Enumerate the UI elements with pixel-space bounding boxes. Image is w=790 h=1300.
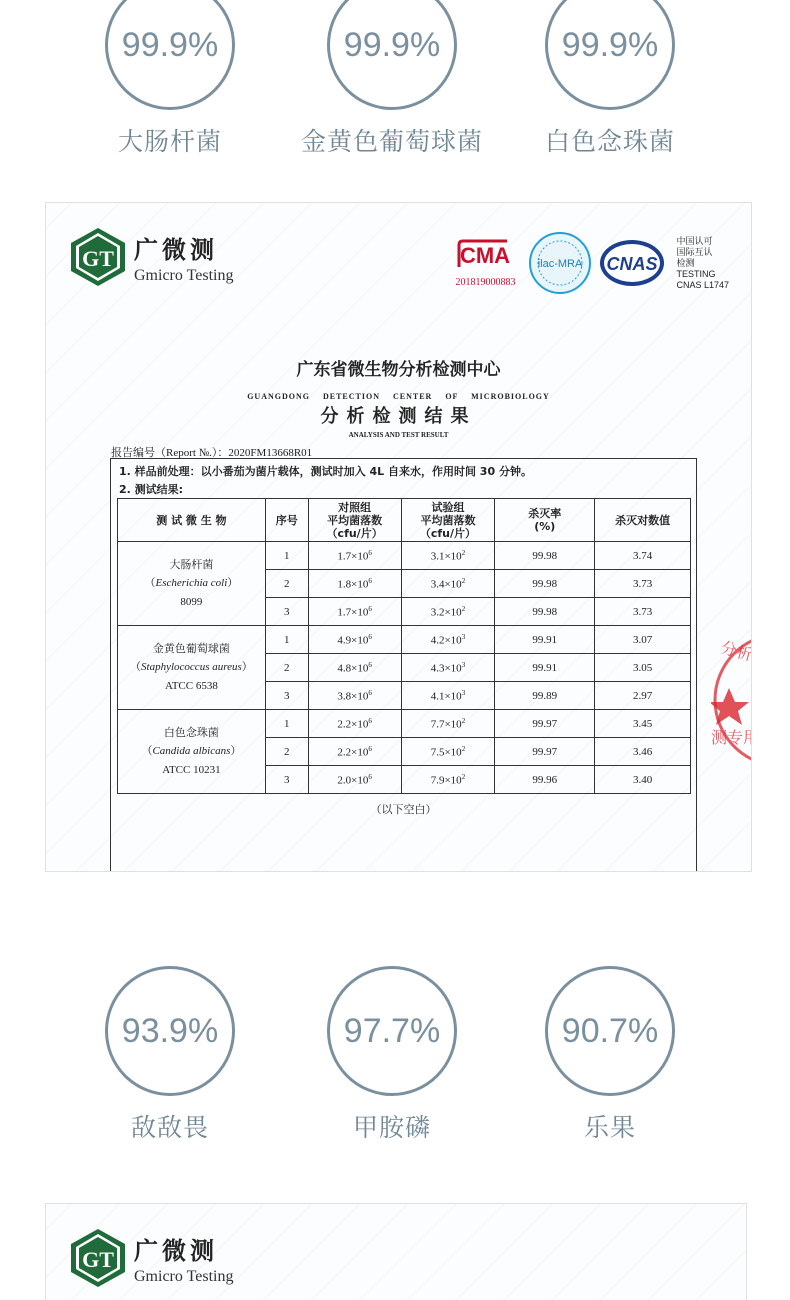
report-frame (110, 458, 697, 872)
logo-name-en: Gmicro Testing (134, 266, 234, 284)
stat-label: 大肠杆菌 (117, 127, 222, 156)
cma-mark (448, 239, 522, 288)
cma-logo-icon (453, 239, 517, 271)
results-heading: 2. 测试结果: (119, 483, 184, 496)
table-row: 金黄色葡萄球菌 （Staphylococcus aureus） ATCC 6538 1 $4.9\times 10^6$ $4.2\times 10^3$ 99.91 3.07 (118, 626, 691, 654)
organism-cell: 大肠杆菌 （Escherichia coli） 8099 (118, 542, 266, 626)
report-subtitle-en: ANALYSIS AND TEST RESULT (348, 431, 449, 439)
stat-staph (292, 0, 492, 158)
svg-text:ilac-MRA: ilac-MRA (538, 258, 583, 270)
report-card (45, 202, 771, 872)
report-subtitle-cn: 分析检测结果 (320, 406, 477, 427)
stat-label: 敌敌畏 (130, 1113, 209, 1142)
header-test: 试验组 平均菌落数 （cfu/片） (401, 499, 495, 542)
table-row: 白色念珠菌 （Candida albicans） ATCC 10231 1 $2.2\times 10^6$ $7.7\times 10^2$ 99.97 3.45 (118, 710, 691, 738)
ilac-mra-icon (528, 231, 592, 295)
stat-label: 甲胺磷 (352, 1113, 431, 1142)
stat-dimethoate (510, 966, 710, 1144)
stat-candida (510, 0, 710, 158)
stat-circle: 93.9% (105, 966, 235, 1096)
header-kill-rate: 杀灭率 (%) (495, 499, 595, 542)
svg-text:CMA: CMA (460, 242, 511, 268)
svg-text:GT: GT (82, 246, 114, 271)
report-title-cn: 广东省微生物分析检测中心 (296, 360, 501, 380)
header-seq: 序号 (265, 499, 308, 542)
table-row: 2 $2.2\times 10^6$ $7.5\times 10^2$ 99.97 3.46 (118, 738, 691, 766)
stat-dichlorvos (70, 966, 270, 1144)
header-organism: 测 试 微 生 物 (118, 499, 266, 542)
table-row: 大肠杆菌 （Escherichia coli） 8099 1 $1.7\times 10^6$ $3.1\times 10^2$ 99.98 3.74 (118, 542, 691, 570)
gmicro-logo (70, 227, 233, 287)
gmicro-logo (70, 1228, 233, 1288)
cnas-icon (598, 238, 666, 288)
svg-text:GT: GT (82, 1247, 114, 1272)
stat-circle: 99.9% (545, 0, 675, 110)
svg-text:测专用: 测专用 (711, 728, 760, 747)
logo-name-cn: 广微测 (134, 235, 218, 264)
results-table (117, 498, 691, 794)
logo-name-en: Gmicro Testing (134, 1267, 234, 1285)
gt-logo-icon (70, 1228, 126, 1288)
svg-text:CNAS: CNAS (606, 254, 658, 274)
table-row: 2 $4.8\times 10^6$ $4.3\times 10^3$ 99.91 3.05 (118, 654, 691, 682)
report-card-2 (45, 1203, 747, 1300)
stat-circle: 90.7% (545, 966, 675, 1096)
cert-marks (448, 231, 729, 295)
report-title-en: GUANGDONG DETECTION CENTER OF MICROBIOLOGY (247, 392, 550, 401)
pretreatment-note: 1. 样品前处理：以小番茄为菌片载体，测试时加入 4L 自来水，作用时间 30 分钟。 (119, 465, 532, 478)
table-row: 3 $2.0\times 10^6$ $7.9\times 10^2$ 99.96 3.40 (118, 766, 691, 794)
stat-circle: 99.9% (105, 0, 235, 110)
stat-label: 乐果 (583, 1113, 636, 1142)
header-control: 对照组 平均菌落数 （cfu/片） (308, 499, 401, 542)
header-log: 杀灭对数值 (595, 499, 691, 542)
blank-below-note: （以下空白） (370, 803, 437, 816)
organism-cell: 白色念珠菌 （Candida albicans） ATCC 10231 (118, 710, 266, 794)
cnas-note: 中国认可 国际互认 检测 TESTING CNAS L1747 (676, 235, 729, 290)
stat-circle: 99.9% (327, 0, 457, 110)
table-row: 3 $3.8\times 10^6$ $4.1\times 10^3$ 99.89 2.97 (118, 682, 691, 710)
stat-methamidophos (292, 966, 492, 1144)
logo-name-cn: 广微测 (134, 1236, 218, 1265)
stat-ecoli (70, 0, 270, 158)
report-number: 报告编号（Report №.）：2020FM13668R01 (111, 447, 313, 459)
cma-code: 201819000883 (455, 276, 516, 288)
organism-cell: 金黄色葡萄球菌 （Staphylococcus aureus） ATCC 6538 (118, 626, 266, 710)
stat-circle: 97.7% (327, 966, 457, 1096)
table-header-row (118, 499, 691, 542)
red-seal-stamp (711, 628, 771, 773)
stat-label: 金黄色葡萄球菌 (300, 127, 483, 156)
table-row: 3 $1.7\times 10^6$ $3.2\times 10^2$ 99.98 3.73 (118, 598, 691, 626)
stat-label: 白色念珠菌 (544, 127, 675, 156)
table-row: 2 $1.8\times 10^6$ $3.4\times 10^2$ 99.98 3.73 (118, 570, 691, 598)
svg-text:分析检: 分析检 (718, 637, 771, 669)
gt-logo-icon (70, 227, 126, 287)
